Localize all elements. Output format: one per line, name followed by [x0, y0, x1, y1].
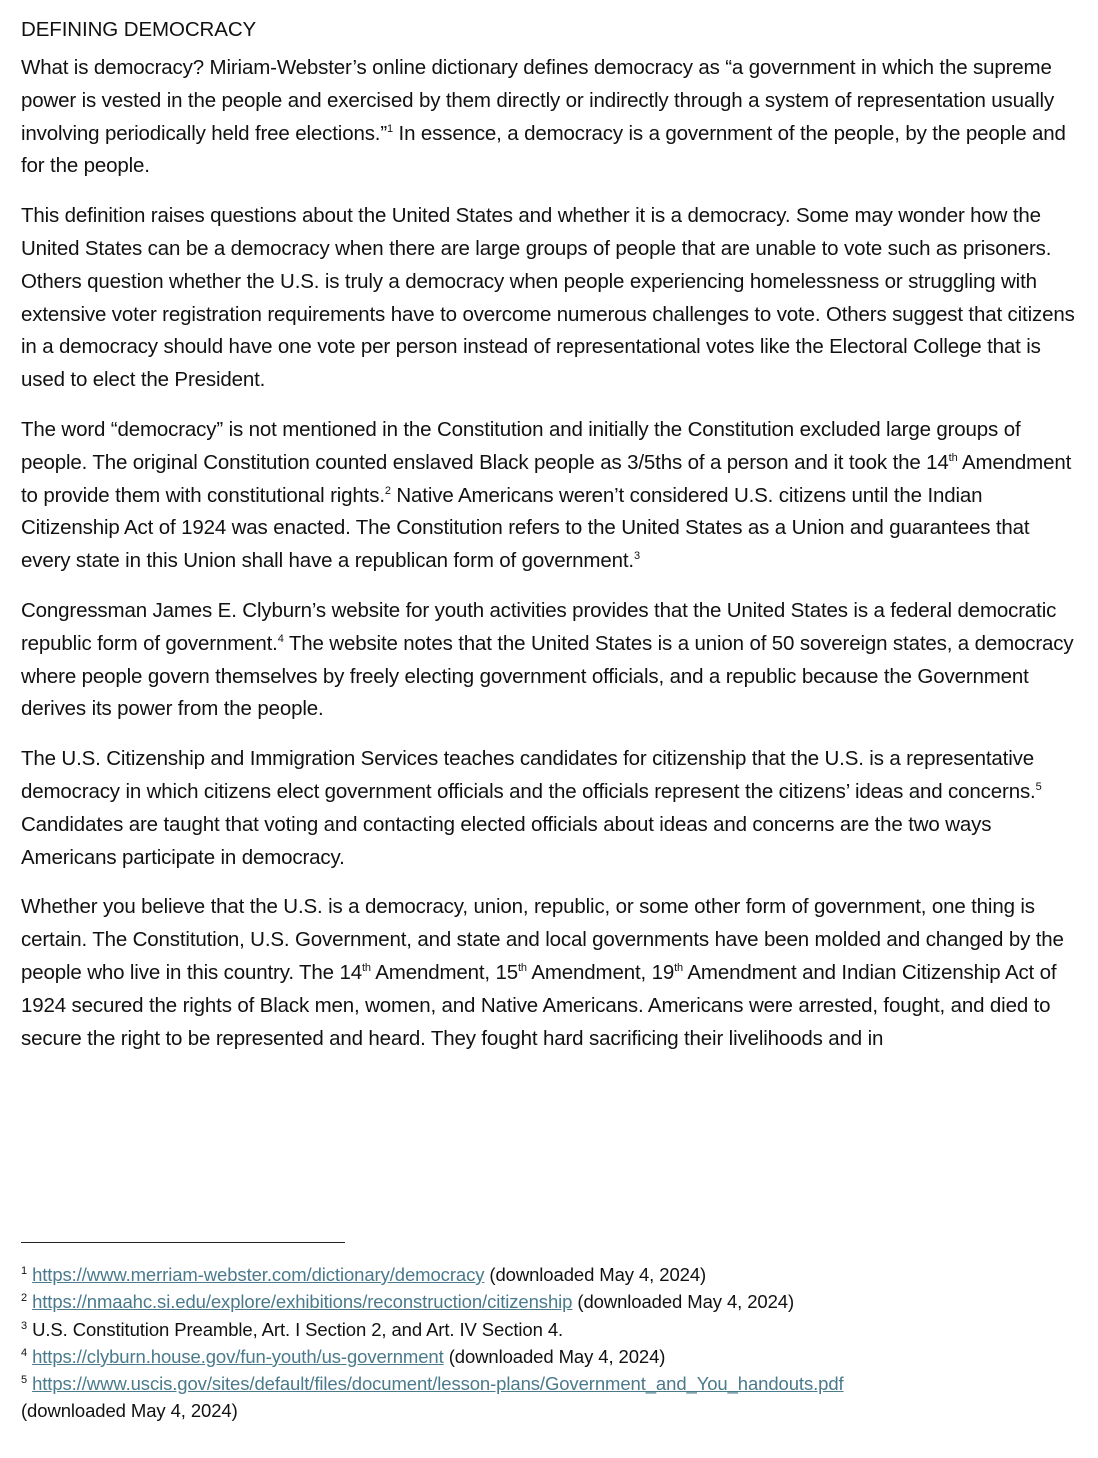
footnote-number: 3: [21, 1319, 28, 1332]
footnote-text: (downloaded May 4, 2024): [21, 1400, 238, 1422]
footnote-ref-5: 5: [1035, 781, 1042, 794]
paragraph-text: The word “democracy” is not mentioned in the Constitution and initially the Constitution excluded large groups of people. The original Constitution counted enslaved Black people as 3/5ths of a person and it took the 14: [21, 417, 1021, 474]
paragraph-text: This definition raises questions about the United States and whether it is a democracy. Some may wonder how the United States can be a democracy when there are large groups of people that are unable to vote such as prisoners. Others question whether the U.S. is truly a democracy when people experiencing homelessness or struggling with extensive voter registration requirements have to overcome numerous challenges to vote. Others suggest that citizens in a democracy should have one vote per person instead of representational votes like the Electoral College that is used to elect the President.: [21, 204, 1075, 392]
footnote-ref-1: 1: [387, 122, 393, 135]
footnote-separator: [21, 1242, 345, 1243]
footnote-number: 1: [21, 1264, 28, 1277]
footnote-4: [21, 1343, 1083, 1370]
paragraph-text: Congressman James E. Clyburn’s website for youth activities provides that the United States is a federal democratic republic form of government.: [21, 598, 1057, 655]
paragraph-text: Amendment, 19: [526, 960, 675, 984]
footnote-5-continued: [21, 1397, 1083, 1424]
paragraph-text: Native Americans weren’t considered U.S. citizens until the Indian Citizenship Act of 1924 was enacted. The Constitution refers to the United States as a Union and guarantees that every state in this Union shall have a republican form of government.: [21, 483, 1030, 573]
footnotes: [21, 1261, 1083, 1425]
paragraph-text: The website notes that the United States is a union of 50 sovereign states, a democracy where people govern themselves by freely electing government officials, and a republic because the Government derives its power from the people.: [21, 631, 1074, 721]
footnote-1: [21, 1261, 1083, 1288]
paragraph-1: [21, 52, 1083, 183]
footnote-text: (downloaded May 4, 2024): [572, 1291, 795, 1313]
paragraph-text: Candidates are taught that voting and contacting elected officials about ideas and concerns are the two ways Americans participate in democracy.: [21, 812, 992, 869]
paragraph-text: Amendment and Indian Citizenship Act of 1924 secured the rights of Black men, women, and Native Americans. Americans were arrested, fought, and died to secure the right to be represented and heard. They fought hard sacrificing their livelihoods and in: [21, 960, 1057, 1050]
footnote-link[interactable]: https://clyburn.house.gov/fun-youth/us-government: [32, 1345, 444, 1367]
paragraph-4: [21, 595, 1083, 726]
paragraph-text: The U.S. Citizenship and Immigration Services teaches candidates for citizenship that the U.S. is a representative democracy in which citizens elect government officials and the officials represent the citizens’ ideas and concerns.: [21, 747, 1036, 803]
footnote-text: U.S. Constitution Preamble, Art. I Section 2, and Art. IV Section 4.: [32, 1318, 564, 1340]
footnote-link[interactable]: https://www.merriam-webster.com/dictionary/democracy: [32, 1264, 485, 1285]
ordinal-suffix: th: [518, 962, 527, 975]
footnote-link[interactable]: https://nmaahc.si.edu/explore/exhibitions/reconstruction/citizenship: [32, 1291, 573, 1313]
paragraph-text: Whether you believe that the U.S. is a democracy, union, republic, or some other form of government, one thing is certain. The Constitution, U.S. Government, and state and local governments have been molded and changed by the people who live in this country. The 14: [21, 895, 1064, 984]
footnote-ref-3: 3: [633, 550, 640, 563]
ordinal-suffix: th: [361, 962, 371, 975]
footnote-number: 2: [21, 1292, 28, 1305]
footnote-text: (downloaded May 4, 2024): [484, 1264, 707, 1285]
paragraph-text: Amendment, 15: [370, 960, 519, 984]
paragraph-text: In essence, a democracy is a government of the people, by the people and for the people.: [21, 121, 1066, 178]
footnote-link[interactable]: https://www.uscis.gov/sites/default/files/document/lesson-plans/Government_and_You_handouts.pdf: [32, 1373, 844, 1395]
paragraph-text: Amendment to provide them with constitutional rights.: [21, 450, 1072, 507]
paragraph-3: [21, 414, 1083, 578]
footnote-number: 5: [21, 1374, 28, 1387]
paragraph-6: [21, 891, 1083, 1055]
paragraph-5: [21, 743, 1083, 874]
footnote-ref-2: 2: [384, 484, 391, 497]
footnote-text: (downloaded May 4, 2024): [443, 1345, 666, 1367]
document-body: [21, 14, 1083, 1072]
footnote-ref-4: 4: [277, 632, 284, 645]
page-title: DEFINING DEMOCRACY: [21, 18, 257, 41]
ordinal-suffix: th: [674, 962, 683, 975]
ordinal-suffix: th: [948, 451, 958, 464]
footnote-5: [21, 1370, 1083, 1397]
footnote-number: 4: [21, 1346, 28, 1359]
paragraph-2: [21, 200, 1083, 397]
footnote-3: [21, 1316, 1083, 1343]
paragraph-text: What is democracy? Miriam-Webster’s online dictionary defines democracy as “a government in which the supreme power is vested in the people and exercised by them directly or indirectly through a system of representation usually involving periodically held free elections.”: [21, 56, 1055, 145]
footnote-2: [21, 1288, 1083, 1315]
